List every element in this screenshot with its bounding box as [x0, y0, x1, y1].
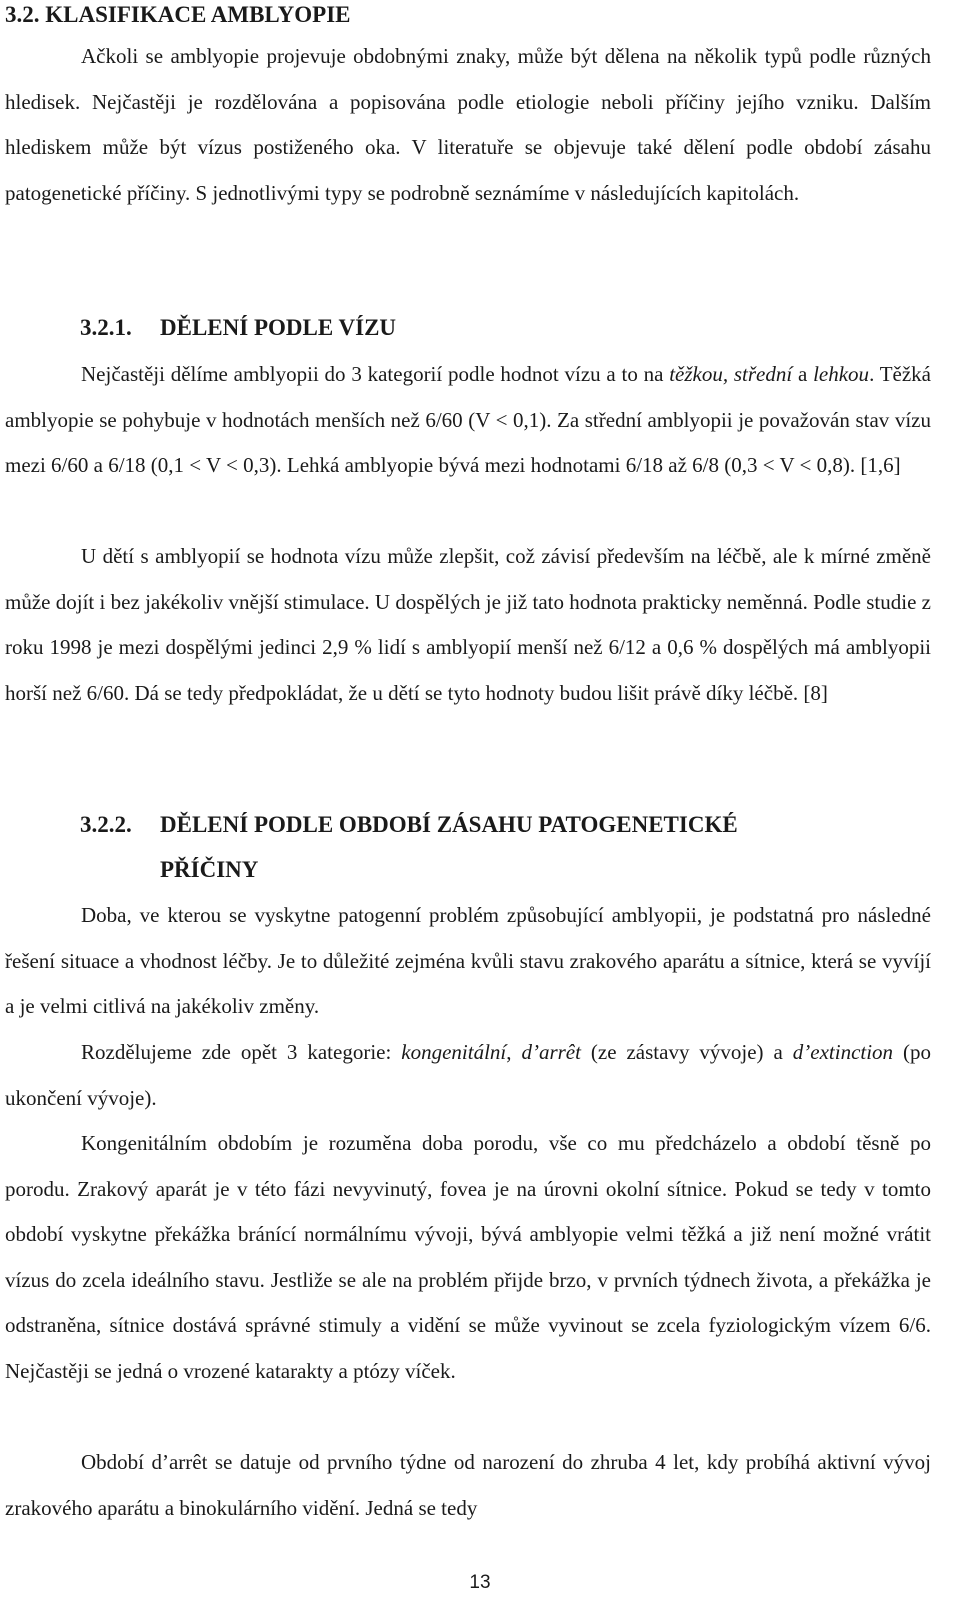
- section-heading: 3.2. KLASIFIKACE AMBLYOPIE: [5, 2, 351, 27]
- sub2-p3-text: Kongenitálním obdobím je rozuměna doba porodu, vše co mu předcházelo a období těsně po porodu. Zrakový aparát je v této fázi nevyvinutý, fovea je na úrovni okolní sítnice. Pokud se tedy v tomto období vyskytne překážka bránící normálnímu vývoji, bývá amblyopie velmi těžká a již není možné vrátit vízus do zcela ideálního stavu. Jestliže se ale na problém přijde brzo, v prvních týdnech života, a překážka je odstraněna, sítnice dostává správné stimuly a vidění se může vyvinout se zcela fyziologickým vízem 6/6. Nejčastěji se jedná o vrozené katarakty a ptózy víček.: [5, 1131, 931, 1383]
- subsection-2-title-line-2: PŘÍČINY: [160, 857, 259, 882]
- sub2-p2-text-b: ,: [506, 1040, 522, 1064]
- sub2-paragraph-3: [5, 1121, 931, 1394]
- sub1-p1-italic-2: lehkou: [813, 362, 870, 386]
- sub1-p1-italic-1: těžkou, střední: [669, 362, 793, 386]
- sub2-p2-text-c: (ze zástavy vývoje) a: [580, 1040, 793, 1064]
- sub1-p1-text-a: Nejčastěji dělíme amblyopii do 3 kategorií podle hodnot vízu a to na: [81, 362, 670, 386]
- sub1-paragraph-1: [5, 352, 931, 489]
- sub2-p2-italic-3: d’extinction: [792, 1040, 894, 1064]
- sub2-p2-italic-2: d’arrêt: [521, 1040, 581, 1064]
- intro-paragraph: [5, 34, 931, 216]
- intro-text: Ačkoli se amblyopie projevuje obdobnými znaky, může být dělena na několik typů podle různých hledisek. Nejčastěji je rozdělována a popisována podle etiologie neboli příčiny jejího vzniku. Dalším hlediskem může být vízus postiženého oka. V literatuře se objevuje také dělení podle období zásahu patogenetické příčiny. S jednotlivými typy se podrobně seznámíme v následujících kapitolách.: [5, 44, 931, 205]
- sub2-p2-text-d: (po ukončení vývoje).: [5, 1040, 931, 1110]
- sub1-p1-text-b: a: [792, 362, 814, 386]
- page-number: 13: [469, 1572, 491, 1593]
- sub2-p2-text-a: Rozdělujeme zde opět 3 kategorie:: [81, 1040, 402, 1064]
- sub2-p2-italic-1: kongenitální: [401, 1040, 507, 1064]
- sub2-paragraph-1: [5, 893, 931, 1030]
- sub2-paragraph-2: [5, 1030, 931, 1121]
- sub2-p1-text: Doba, ve kterou se vyskytne patogenní problém způsobující amblyopii, je podstatná pro následné řešení situace a vhodnost léčby. Je to důležité zejména kvůli stavu zrakového aparátu a sítnice, která se vyvíjí a je velmi citlivá na jakékoliv změny.: [5, 903, 931, 1018]
- subsection-1-number: 3.2.1.: [80, 315, 132, 340]
- subsection-1-title: DĚLENÍ PODLE VÍZU: [160, 315, 397, 340]
- sub1-p1-text-c: . Těžká amblyopie se pohybuje v hodnotách menších než 6/60 (V < 0,1). Za střední amblyopii je považován stav vízu mezi 6/60 a 6/18 (0,1 < V < 0,3). Lehká amblyopie bývá mezi hodnotami 6/18 až 6/8 (0,3 < V < 0,8). [1,6]: [5, 362, 931, 477]
- sub2-p4-text: Období d’arrêt se datuje od prvního týdne od narození do zhruba 4 let, kdy probíhá aktivní vývoj zrakového aparátu a binokulárního vidění. Jedná se tedy: [5, 1450, 931, 1520]
- subsection-2-title-line-1: DĚLENÍ PODLE OBDOBÍ ZÁSAHU PATOGENETICKÉ: [160, 812, 738, 837]
- sub1-paragraph-2: [5, 534, 931, 716]
- sub2-paragraph-4: [5, 1440, 931, 1531]
- subsection-2-number: 3.2.2.: [80, 812, 132, 837]
- sub1-p2-text: U dětí s amblyopií se hodnota vízu může zlepšit, což závisí především na léčbě, ale k mírné změně může dojít i bez jakékoliv vnější stimulace. U dospělých je již tato hodnota prakticky neměnná. Podle studie z roku 1998 je mezi dospělými jedinci 2,9 % lidí s amblyopií menší než 6/12 a 0,6 % dospělých má amblyopii horší než 6/60. Dá se tedy předpokládat, že u dětí se tyto hodnoty budou lišit právě díky léčbě. [8]: [5, 544, 931, 705]
